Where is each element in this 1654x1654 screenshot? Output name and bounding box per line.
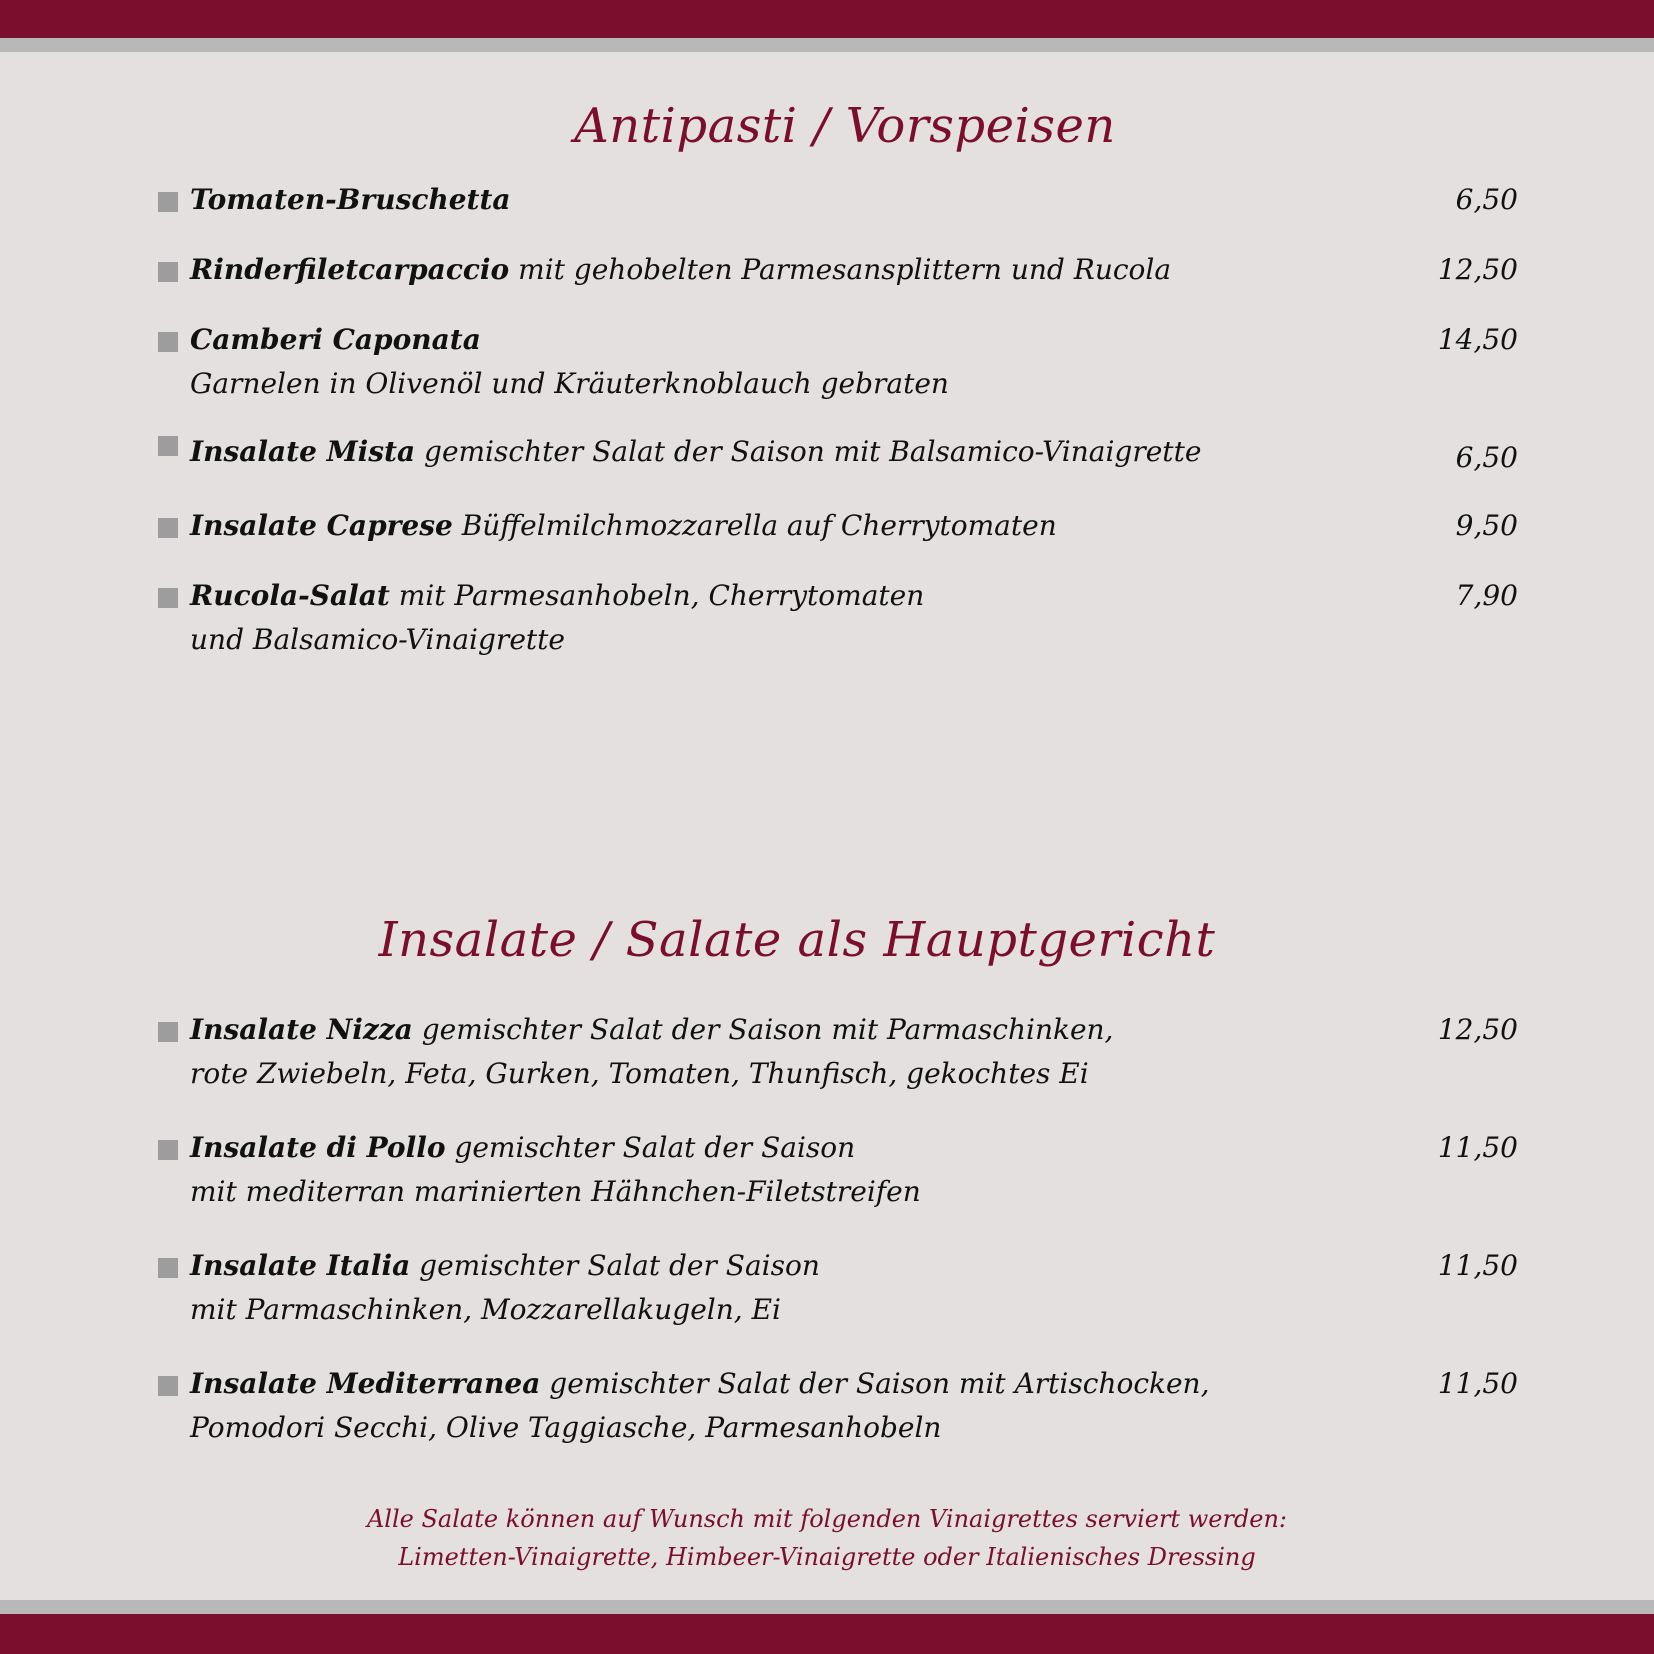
item-name: Insalate Nizza bbox=[190, 1013, 413, 1046]
section-title-insalate: Insalate / Salate als Hauptgericht bbox=[378, 912, 1216, 968]
bullet-square-icon bbox=[158, 1140, 178, 1160]
item-text bbox=[190, 1362, 1350, 1450]
item-price: 6,50 bbox=[1455, 183, 1518, 216]
item-description: gemischter Salat der Saison mit Balsamico-Vinaigrette bbox=[424, 435, 1202, 468]
item-description-line2: Pomodori Secchi, Olive Taggiasche, Parmesanhobeln bbox=[190, 1411, 942, 1444]
item-description: mit Parmesanhobeln, Cherrytomaten bbox=[398, 579, 925, 612]
item-name: Rinderfiletcarpaccio bbox=[190, 253, 510, 286]
section-title-antipasti: Antipasti / Vorspeisen bbox=[574, 98, 1116, 154]
bullet-square-icon bbox=[158, 262, 178, 282]
item-text bbox=[190, 430, 1370, 474]
item-description: Garnelen in Olivenöl und Kräuterknoblauch gebraten bbox=[190, 367, 949, 400]
item-name: Tomaten-Bruschetta bbox=[190, 183, 511, 216]
item-text bbox=[190, 248, 1350, 292]
bullet-square-icon bbox=[158, 436, 178, 456]
footnote-line-2: Limetten-Vinaigrette, Himbeer-Vinaigrette oder Italienisches Dressing bbox=[398, 1543, 1256, 1571]
item-name: Insalate Caprese bbox=[190, 509, 453, 542]
bullet-square-icon bbox=[158, 1022, 178, 1042]
item-description: Büffelmilchmozzarella auf Cherrytomaten bbox=[461, 509, 1057, 542]
top-band-grey bbox=[0, 38, 1654, 52]
bullet-square-icon bbox=[158, 588, 178, 608]
item-name: Insalate Italia bbox=[190, 1249, 411, 1282]
item-text bbox=[190, 574, 1350, 662]
item-price: 9,50 bbox=[1455, 509, 1518, 542]
top-band bbox=[0, 0, 1654, 38]
item-description: gemischter Salat der Saison bbox=[419, 1249, 820, 1282]
item-name: Insalate di Pollo bbox=[190, 1131, 446, 1164]
item-text bbox=[190, 178, 1350, 222]
bottom-band-grey bbox=[0, 1600, 1654, 1614]
item-text bbox=[190, 1126, 1350, 1214]
item-description-line2: rote Zwiebeln, Feta, Gurken, Tomaten, Thunfisch, gekochtes Ei bbox=[190, 1057, 1089, 1090]
item-text bbox=[190, 504, 1350, 548]
item-price: 7,90 bbox=[1455, 579, 1518, 612]
item-price: 14,50 bbox=[1437, 323, 1518, 356]
bullet-square-icon bbox=[158, 518, 178, 538]
item-description: gemischter Salat der Saison mit Parmaschinken, bbox=[421, 1013, 1114, 1046]
item-price: 11,50 bbox=[1437, 1131, 1518, 1164]
item-price: 12,50 bbox=[1437, 253, 1518, 286]
footnote-line-1: Alle Salate können auf Wunsch mit folgenden Vinaigrettes serviert werden: bbox=[366, 1505, 1288, 1533]
item-description-line2: mit mediterran marinierten Hähnchen-Filetstreifen bbox=[190, 1175, 921, 1208]
item-description-line2: und Balsamico-Vinaigrette bbox=[190, 623, 565, 656]
item-text bbox=[190, 1008, 1350, 1096]
bullet-square-icon bbox=[158, 1258, 178, 1278]
item-price: 11,50 bbox=[1437, 1249, 1518, 1282]
bottom-band bbox=[0, 1614, 1654, 1654]
item-text bbox=[190, 318, 1350, 406]
item-price: 12,50 bbox=[1437, 1013, 1518, 1046]
item-description: mit gehobelten Parmesansplittern und Rucola bbox=[518, 253, 1172, 286]
item-price: 11,50 bbox=[1437, 1367, 1518, 1400]
item-price: 6,50 bbox=[1455, 441, 1518, 474]
item-description-line2: mit Parmaschinken, Mozzarellakugeln, Ei bbox=[190, 1293, 781, 1326]
bullet-square-icon bbox=[158, 192, 178, 212]
item-name: Rucola-Salat bbox=[190, 579, 390, 612]
item-name: Insalate Mediterranea bbox=[190, 1367, 541, 1400]
bullet-square-icon bbox=[158, 1376, 178, 1396]
item-text bbox=[190, 1244, 1350, 1332]
item-name: Insalate Mista bbox=[190, 435, 416, 468]
item-description: gemischter Salat der Saison mit Artischocken, bbox=[549, 1367, 1210, 1400]
bullet-square-icon bbox=[158, 332, 178, 352]
item-name: Camberi Caponata bbox=[190, 323, 481, 356]
item-description: gemischter Salat der Saison bbox=[454, 1131, 856, 1164]
